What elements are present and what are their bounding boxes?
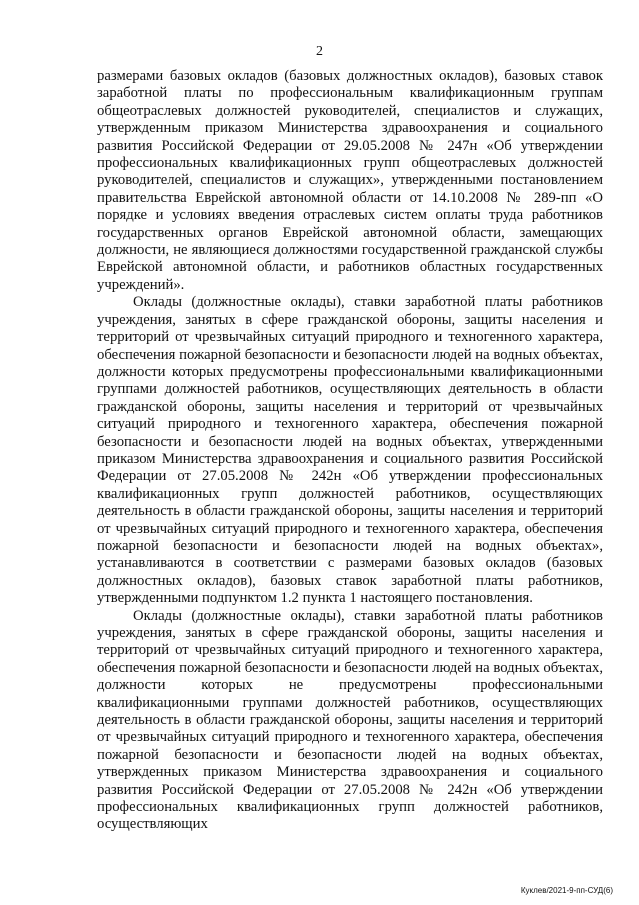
paragraph-3: Оклады (должностные оклады), ставки заработной платы работников учреждения, занятых в сфере гражданской обороны, защиты населения и территорий от чрезвычайных ситуаций природного и техногенного характера, обеспечения пожарной безопасности и безопасности людей на водных объектах, должности которых не предусмотрены профессиональными квалификационными группами должностей работников, осуществляющих деятельность в области гражданской обороны, защиты населения и территорий от чрезвычайных ситуаций природного и техногенного характера, обеспечения пожарной безопасности и безопасности людей на водных объектах, утвержденных приказом Министерства здравоохранения и социального развития Российской Федерации от 27.05.2008 № 242н «Об утверждении профессиональных квалификационных групп должностей работников, осуществляющих [97, 607, 603, 833]
document-code-footer: Куклев/2021-9-пп-СУД(6) [520, 886, 613, 895]
paragraph-2: Оклады (должностные оклады), ставки заработной платы работников учреждения, занятых в сфере гражданской обороны, защиты населения и территорий от чрезвычайных ситуаций природного и техногенного характера, обеспечения пожарной безопасности и безопасности людей на водных объектах, должности которых предусмотрены профессиональными квалификационными группами должностей работников, осуществляющих деятельность в области гражданской обороны, защиты населения и территорий от чрезвычайных ситуаций природного и техногенного характера, обеспечения пожарной безопасности и безопасности людей на водных объектах, утвержденными приказом Министерства здравоохранения и социального развития Российской Федерации от 27.05.2008 № 242н «Об утверждении профессиональных квалификационных групп должностей работников, осуществляющих деятельность в области гражданской обороны, защиты населения и территорий от чрезвычайных ситуаций природного и техногенного характера, обеспечения пожарной безопасности и безопасности людей на водных объектах», устанавливаются в соответствии с размерами базовых окладов (базовых должностных окладов), базовых ставок заработной платы работников, утвержденными подпунктом 1.2 пункта 1 настоящего постановления. [97, 294, 603, 607]
document-body [97, 68, 603, 834]
paragraph-1: размерами базовых окладов (базовых должностных окладов), базовых ставок заработной платы по профессиональным квалификационным группам общеотраслевых должностей руководителей, специалистов и служащих, утвержденным приказом Министерства здравоохранения и социального развития Российской Федерации от 29.05.2008 № 247н «Об утверждении профессиональных квалификационных групп общеотраслевых должностей руководителей, специалистов и служащих», утвержденными постановлением правительства Еврейской автономной области от 14.10.2008 № 289-пп «О порядке и условиях введения отраслевых систем оплаты труда работников государственных органов Еврейской автономной области, замещающих должности, не являющиеся должностями государственной гражданской службы Еврейской автономной области, и работников областных государственных учреждений». [97, 68, 603, 293]
page-number: 2 [316, 44, 323, 59]
